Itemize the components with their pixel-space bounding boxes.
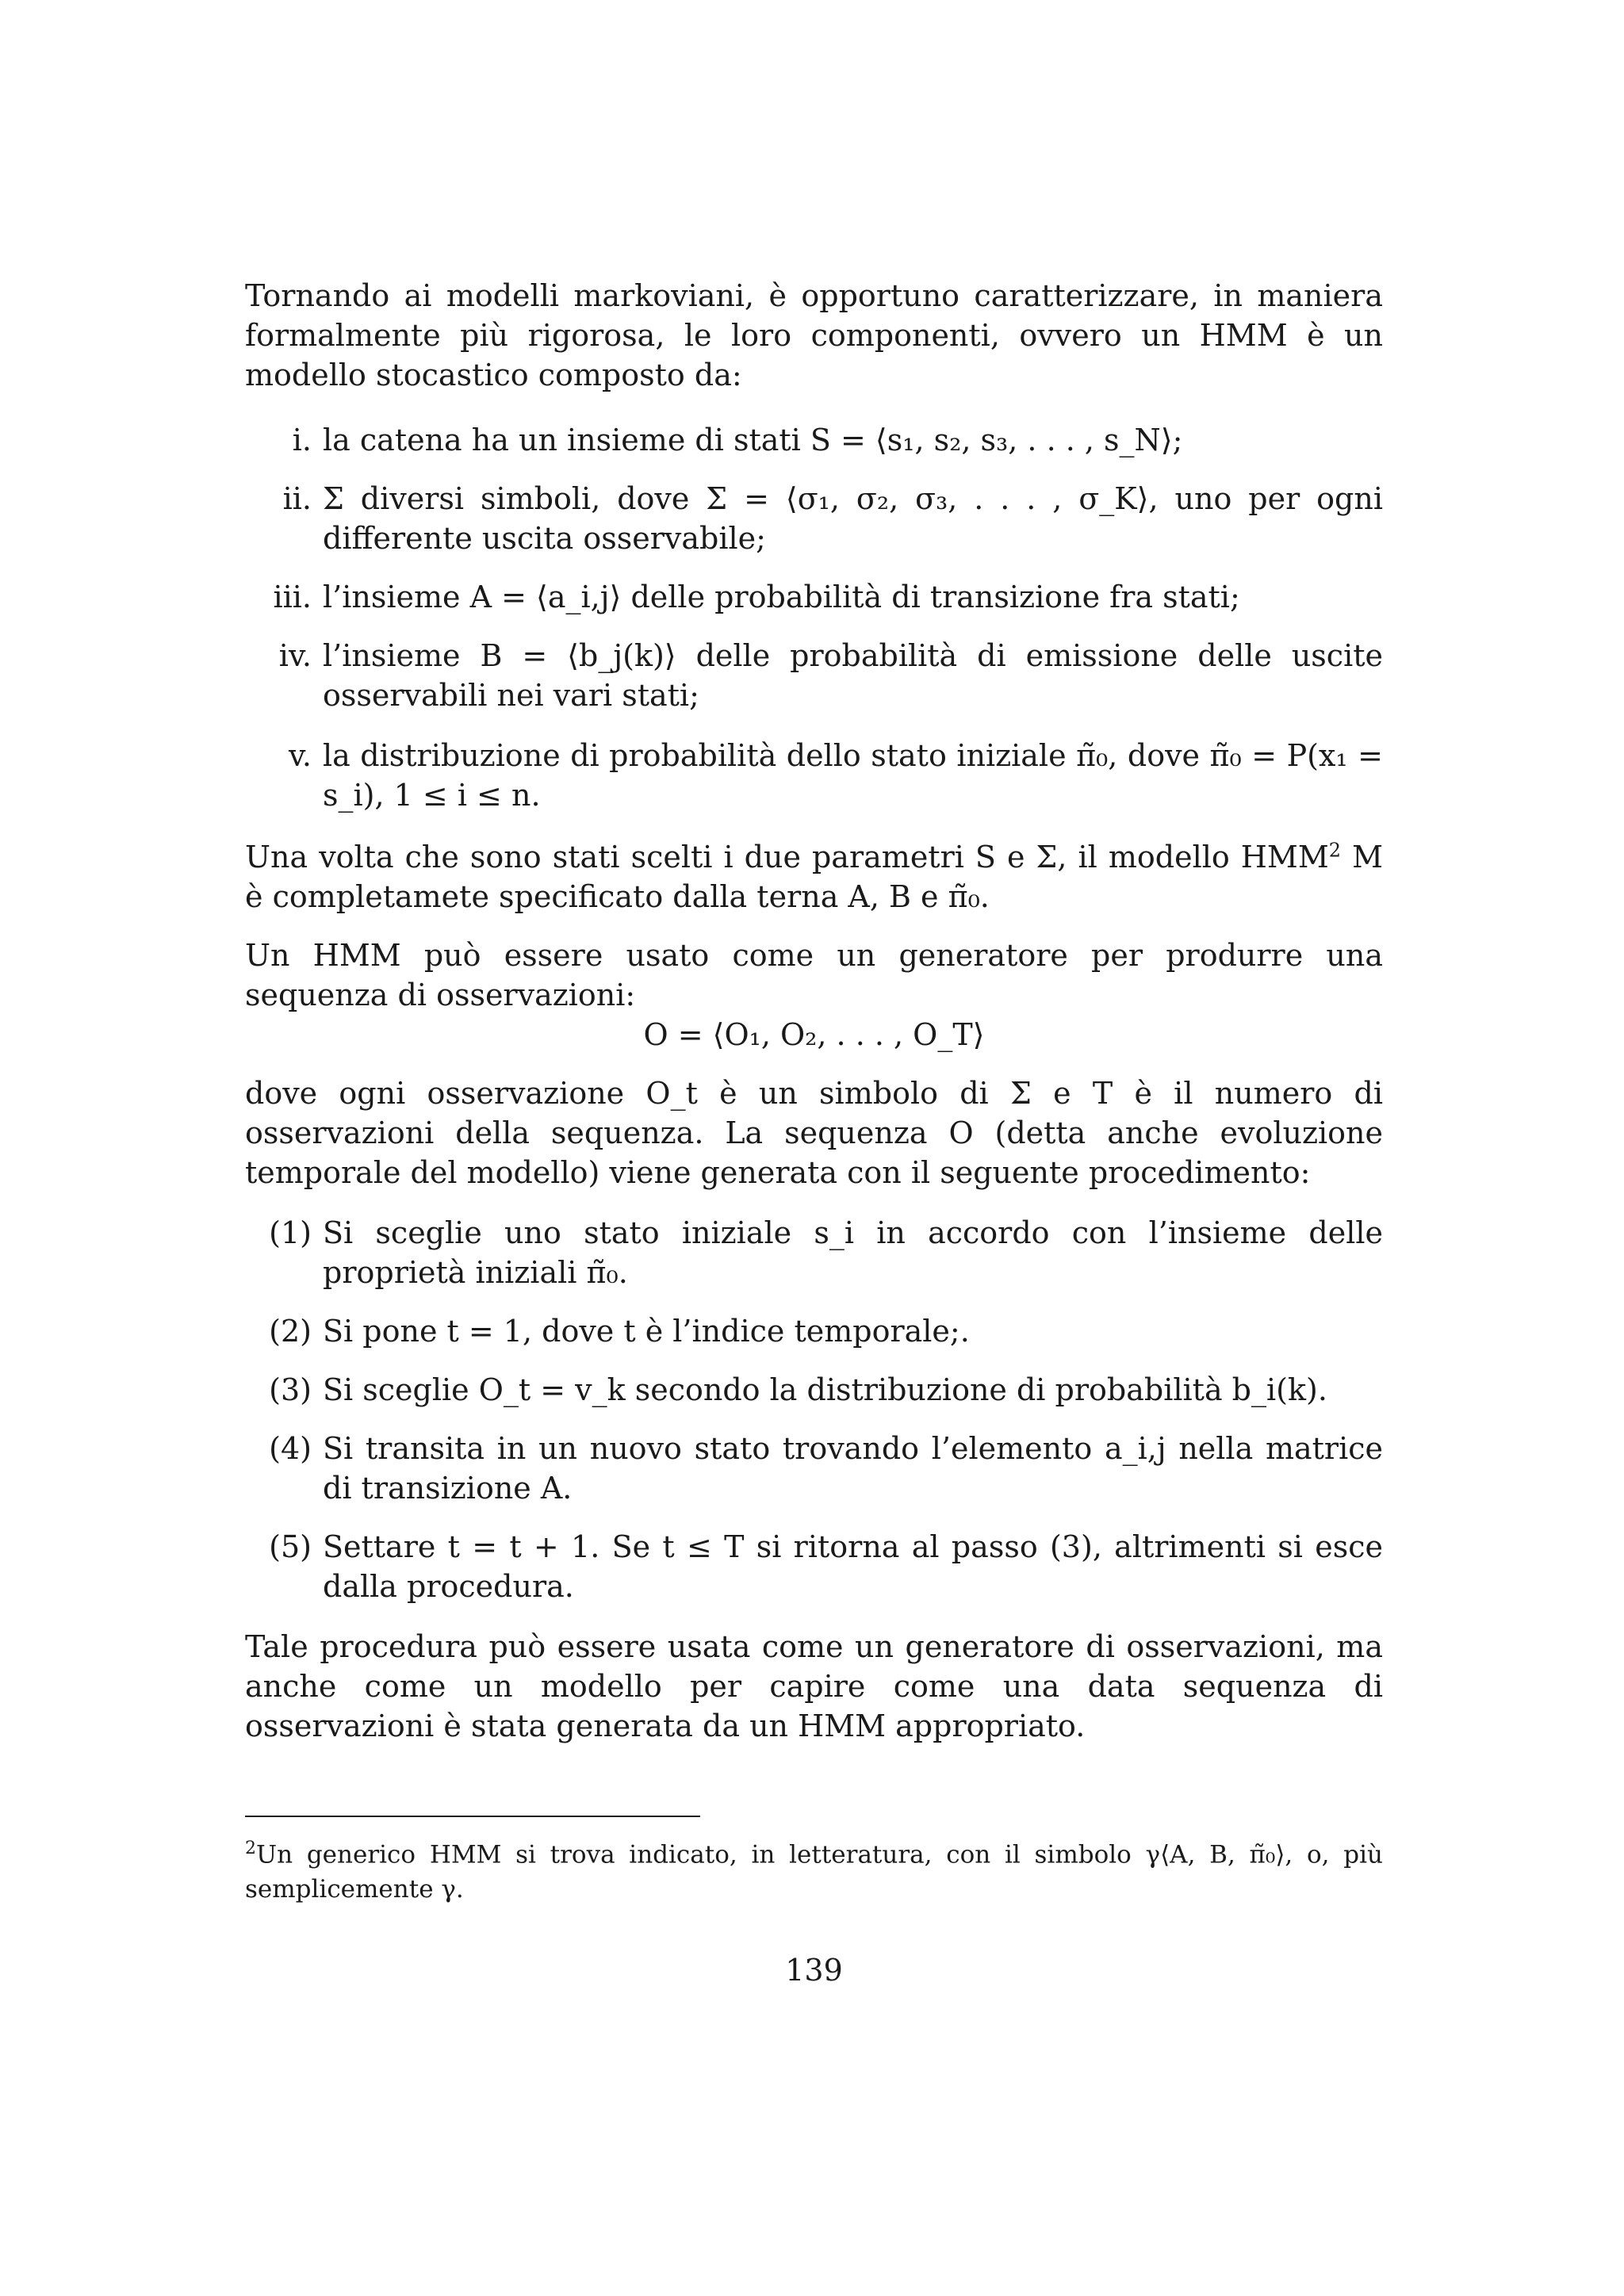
generator-paragraph: Un HMM può essere usato come un generatore per produrre una sequenza di osservazioni: [245,938,1383,1012]
footnote [245,1831,1383,1907]
step-marker: (1) [269,1215,312,1250]
sequence-equation: O = ⟨O₁, O₂, . . . , O_T⟩ [643,1017,985,1052]
step-text: Settare t = t + 1. Se t ≤ T si ritorna al passo (3), altrimenti si esce dalla procedura. [323,1529,1383,1604]
list-text: la distribuzione di probabilità dello stato iniziale π̃₀, dove π̃₀ = P(x₁ = s_i), 1 ≤ i ≤ n. [323,738,1383,813]
step-text: Si sceglie O_t = v_k secondo la distribuzione di probabilità b_i(k). [323,1372,1327,1407]
model-paragraph [245,837,1383,916]
list-marker: ii. [282,481,312,516]
model-text: Una volta che sono stati scelti i due parametri S e Σ, il modello HMM [245,840,1329,874]
intro-paragraph: Tornando ai modelli markoviani, è opportuno caratterizzare, in maniera formalmente più rigorosa, le loro componenti, ovvero un HMM è un modello stocastico composto da: [245,278,1383,392]
footnote-reference: 2 [1328,839,1342,862]
list-marker: i. [292,423,312,457]
model-text-tail: M è completamete specificato dalla terna A, B e π̃₀. [245,840,1383,914]
footnote-text: Un generico HMM si trova indicato, in letteratura, con il simbolo γ⟨A, B, π̃₀⟩, o, più semplicemente γ. [245,1840,1383,1904]
step-marker: (5) [269,1529,312,1564]
list-text: la catena ha un insieme di stati S = ⟨s₁, s₂, s₃, . . . , s_N⟩; [323,423,1183,457]
conclusion-paragraph: Tale procedura può essere usata come un generatore di osservazioni, ma anche come un modello per capire come una data sequenza di osservazioni è stata generata da un HMM appropriato. [245,1629,1383,1743]
list-text: l’insieme A = ⟨a_i,j⟩ delle probabilità di transizione fra stati; [323,580,1240,614]
footnote-marker: 2 [245,1839,256,1858]
list-text: Σ diversi simboli, dove Σ = ⟨σ₁, σ₂, σ₃, . . . , σ_K⟩, uno per ogni differente uscita osservabile; [323,481,1383,556]
list-marker: iii. [273,580,312,614]
list-marker: v. [288,738,312,773]
list-text: l’insieme B = ⟨b_j(k)⟩ delle probabilità di emissione delle uscite osservabili nei vari stati; [323,638,1383,713]
page-number: 139 [785,1953,843,1988]
step-marker: (3) [269,1372,312,1407]
page [245,0,1383,2296]
step-text: Si pone t = 1, dove t è l’indice temporale;. [323,1314,970,1349]
list-marker: iv. [278,638,312,673]
footnote-rule [245,1816,700,1817]
sequence-paragraph: dove ogni osservazione O_t è un simbolo di Σ e T è il numero di osservazioni della sequenza. La sequenza O (detta anche evoluzione temporale del modello) viene generata con il seguente procedimento: [245,1076,1383,1190]
step-marker: (2) [269,1314,312,1349]
step-marker: (4) [269,1431,312,1466]
step-text: Si sceglie uno stato iniziale s_i in accordo con l’insieme delle proprietà iniziali π̃₀. [323,1215,1383,1290]
step-text: Si transita in un nuovo stato trovando l’elemento a_i,j nella matrice di transizione A. [323,1431,1383,1506]
